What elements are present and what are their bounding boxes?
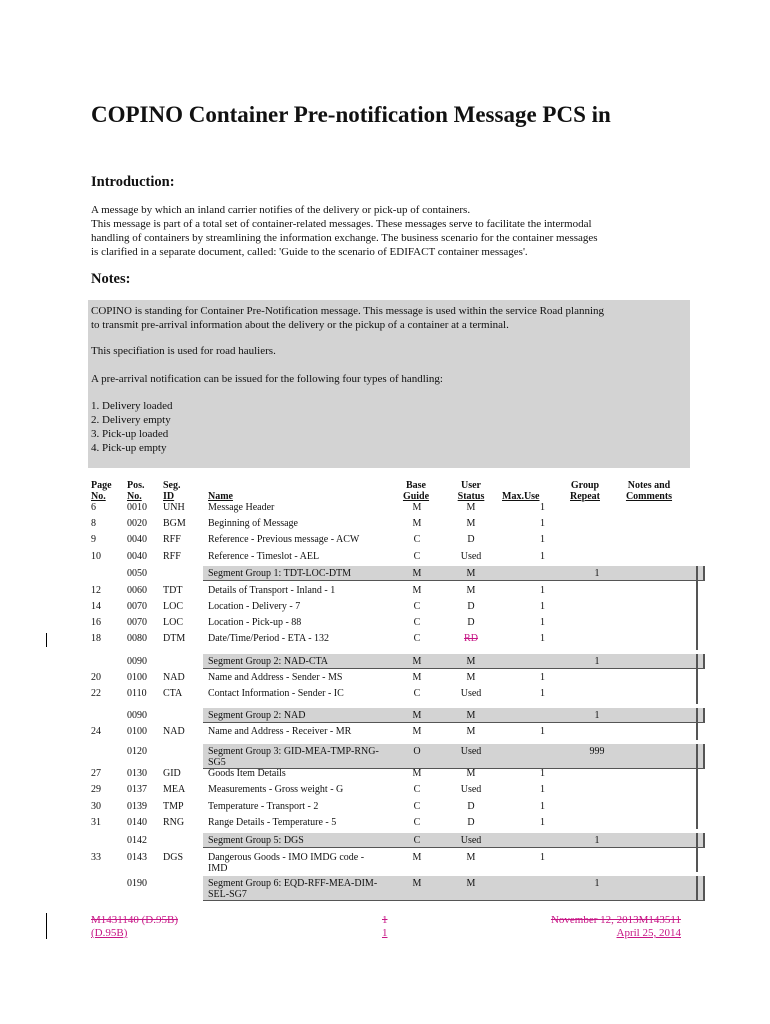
cell-user-status: M [466,726,476,737]
cell-user-status: Used [460,688,482,699]
cell-name-cont: SG5 [208,757,226,768]
notes-line: This specifiation is used for road hauliers. [91,345,276,357]
cell-max-use: 1 [540,601,545,612]
cell-page: 33 [91,852,101,863]
cell-name: Beginning of Message [208,518,298,529]
cell-pos: 0010 [127,502,147,513]
intro-line: This message is part of a total set of container-related messages. These messages serve to facilitate the intermodal [91,218,592,230]
cell-user-status: D [467,617,475,628]
cell-user-status: D [467,534,475,545]
notes-list-item: 2. Delivery empty [91,414,171,426]
segment-group-bracket [696,876,698,900]
intro-line: handling of containers by streamlining the information exchange. The business scenario for the container messages [91,232,598,244]
cell-group-repeat: 1 [594,568,600,579]
cell-page: 27 [91,768,101,779]
cell-pos: 0140 [127,817,147,828]
cell-pos: 0142 [127,835,147,846]
cell-user-status: M [466,878,476,889]
cell-pos: 0090 [127,710,147,721]
cell-base-guide: C [413,801,421,812]
introduction-heading: Introduction: [91,174,175,190]
cell-name: Segment Group 2: NAD-CTA [208,656,329,667]
cell-name: Contact Information - Sender - IC [208,688,344,699]
cell-base-guide: M [412,878,422,889]
cell-base-guide: C [413,817,421,828]
cell-name: Measurements - Gross weight - G [208,784,344,795]
cell-pos: 0137 [127,784,147,795]
introduction-text [91,203,691,259]
cell-page: 31 [91,817,101,828]
cell-pos: 0050 [127,568,147,579]
cell-pos: 0020 [127,518,147,529]
intro-line: A message by which an inland carrier notifies of the delivery or pick-up of containers. [91,204,471,216]
header-notes: Notes and Comments [625,480,673,502]
cell-user-status: M [466,568,476,579]
cell-page: 24 [91,726,101,737]
cell-user-status: D [467,801,475,812]
cell-page: 8 [91,518,96,529]
cell-name: Segment Group 3: GID-MEA-TMP-RNG- [208,746,379,757]
cell-group-repeat: 1 [594,656,600,667]
cell-user-status: M [466,518,476,529]
cell-name: Date/Time/Period - ETA - 132 [208,633,330,644]
cell-pos: 0040 [127,534,147,545]
header-max: Max.Use [502,491,540,502]
cell-max-use: 1 [540,551,545,562]
cell-base-guide: C [413,551,421,562]
cell-seg-id: RFF [163,534,181,545]
cell-pos: 0143 [127,852,147,863]
cell-user-status: Used [460,746,482,757]
cell-seg-id: LOC [163,617,183,628]
cell-max-use: 1 [540,617,545,628]
header-seg: Seg. ID [163,480,181,502]
cell-name: Segment Group 1: TDT-LOC-DTM [208,568,352,579]
header-base: Base Guide [402,480,430,502]
cell-base-guide: M [412,768,422,779]
cell-name-cont: IMD [208,863,228,874]
cell-page: 9 [91,534,96,545]
cell-name: Goods Item Details [208,768,286,779]
notes-list-item: 3. Pick-up loaded [91,428,169,440]
cell-user-status: RD [464,633,478,644]
cell-user-status: D [467,601,475,612]
cell-base-guide: C [413,617,421,628]
cell-user-status: Used [460,784,482,795]
cell-pos: 0100 [127,726,147,737]
cell-seg-id: MEA [163,784,186,795]
cell-pos: 0139 [127,801,147,812]
revision-mark [46,633,47,647]
cell-pos: 0070 [127,617,147,628]
cell-page: 20 [91,672,101,683]
cell-name: Location - Delivery - 7 [208,601,301,612]
cell-max-use: 1 [540,784,545,795]
cell-base-guide: M [412,518,422,529]
cell-seg-id: RFF [163,551,181,562]
cell-name: Details of Transport - Inland - 1 [208,585,336,596]
cell-pos: 0080 [127,633,147,644]
cell-user-status: M [466,768,476,779]
footer-doc-id: (D.95B) [91,927,128,939]
cell-base-guide: M [412,568,422,579]
cell-group-repeat: 1 [594,878,600,889]
footer-doc-id-old: M1431140 (D.95B) [91,914,178,926]
cell-seg-id: NAD [163,726,185,737]
cell-base-guide: O [413,746,421,757]
cell-page: 30 [91,801,101,812]
cell-seg-id: NAD [163,672,185,683]
cell-seg-id: LOC [163,601,183,612]
cell-seg-id: BGM [163,518,186,529]
cell-pos: 0110 [127,688,147,699]
cell-name: Location - Pick-up - 88 [208,617,302,628]
header-user: User Status [457,480,485,502]
segment-group-bracket [696,708,698,740]
cell-base-guide: M [412,585,422,596]
footer-date: April 25, 2014 [616,927,681,939]
segment-group-bracket [696,744,698,829]
cell-max-use: 1 [540,726,545,737]
cell-max-use: 1 [540,502,545,513]
cell-user-status: Used [460,551,482,562]
cell-seg-id: DGS [163,852,184,863]
cell-page: 14 [91,601,101,612]
cell-name: Temperature - Transport - 2 [208,801,319,812]
cell-base-guide: C [413,633,421,644]
cell-user-status: M [466,852,476,863]
notes-line: COPINO is standing for Container Pre-Notification message. This message is used within the service Road planning [91,305,605,317]
cell-max-use: 1 [540,585,545,596]
segment-group-bracket [696,654,698,704]
cell-pos: 0130 [127,768,147,779]
page-title: COPINO Container Pre-notification Message PCS in [91,102,611,127]
cell-max-use: 1 [540,852,545,863]
cell-user-status: M [466,502,476,513]
notes-line: to transmit pre-arrival information about the delivery or the pickup of a container at a terminal. [91,319,509,331]
cell-max-use: 1 [540,688,545,699]
cell-max-use: 1 [540,534,545,545]
cell-pos: 0190 [127,878,147,889]
cell-page: 22 [91,688,101,699]
cell-seg-id: UNH [163,502,185,513]
cell-max-use: 1 [540,801,545,812]
notes-box [88,300,690,468]
cell-name: Name and Address - Sender - MS [208,672,343,683]
cell-base-guide: M [412,502,422,513]
intro-line: is clarified in a separate document, called: 'Guide to the scenario of EDIFACT container messages'. [91,246,528,258]
cell-group-repeat: 1 [594,710,600,721]
notes-line: A pre-arrival notification can be issued for the following four types of handling: [91,373,443,385]
cell-base-guide: C [413,835,421,846]
cell-seg-id: CTA [163,688,183,699]
cell-base-guide: M [412,710,422,721]
footer-date-old: November 12, 2013M143511 [550,914,681,926]
cell-seg-id: RNG [163,817,185,828]
header-page: Page No. [91,480,112,502]
cell-name: Segment Group 6: EQD-RFF-MEA-DIM- [208,878,378,889]
cell-user-status: M [466,656,476,667]
cell-seg-id: GID [163,768,181,779]
notes-heading: Notes: [91,271,131,287]
cell-name: Segment Group 2: NAD [208,710,306,721]
cell-base-guide: C [413,601,421,612]
cell-base-guide: C [413,534,421,545]
cell-max-use: 1 [540,768,545,779]
segment-group-bracket [696,833,698,872]
cell-name-cont: SEL-SG7 [208,889,247,900]
cell-pos: 0100 [127,672,147,683]
header-name: Name [208,491,233,502]
cell-page: 16 [91,617,101,628]
cell-user-status: Used [460,835,482,846]
cell-base-guide: M [412,726,422,737]
cell-name: Range Details - Temperature - 5 [208,817,337,828]
notes-list-item: 1. Delivery loaded [91,400,173,412]
cell-base-guide: M [412,852,422,863]
cell-seg-id: TMP [163,801,184,812]
cell-user-status: M [466,672,476,683]
cell-name: Dangerous Goods - IMO IMDG code - [208,852,365,863]
cell-page: 29 [91,784,101,795]
cell-pos: 0120 [127,746,147,757]
cell-max-use: 1 [540,518,545,529]
cell-pos: 0060 [127,585,147,596]
cell-name: Reference - Timeslot - AEL [208,551,320,562]
cell-name: Reference - Previous message - ACW [208,534,360,545]
header-pos: Pos. No. [127,480,145,502]
cell-page: 18 [91,633,101,644]
segment-group-bracket [696,566,698,650]
cell-page: 10 [91,551,101,562]
cell-base-guide: C [413,784,421,795]
cell-name: Name and Address - Receiver - MR [208,726,352,737]
footer-page-old: 1 [382,914,388,926]
cell-base-guide: M [412,656,422,667]
cell-max-use: 1 [540,633,545,644]
cell-pos: 0090 [127,656,147,667]
cell-max-use: 1 [540,817,545,828]
cell-name: Segment Group 5: DGS [208,835,304,846]
cell-pos: 0070 [127,601,147,612]
cell-user-status: M [466,710,476,721]
cell-seg-id: DTM [163,633,186,644]
notes-list-item: 4. Pick-up empty [91,442,167,454]
header-group: Group Repeat [570,480,600,502]
cell-user-status: M [466,585,476,596]
cell-base-guide: C [413,688,421,699]
cell-name: Message Header [208,502,275,513]
cell-max-use: 1 [540,672,545,683]
cell-page: 12 [91,585,101,596]
cell-page: 6 [91,502,96,513]
cell-user-status: D [467,817,475,828]
cell-seg-id: TDT [163,585,183,596]
cell-group-repeat: 999 [589,746,605,757]
cell-base-guide: M [412,672,422,683]
revision-mark [46,913,47,939]
cell-group-repeat: 1 [594,835,600,846]
cell-pos: 0040 [127,551,147,562]
footer-page: 1 [382,927,388,939]
